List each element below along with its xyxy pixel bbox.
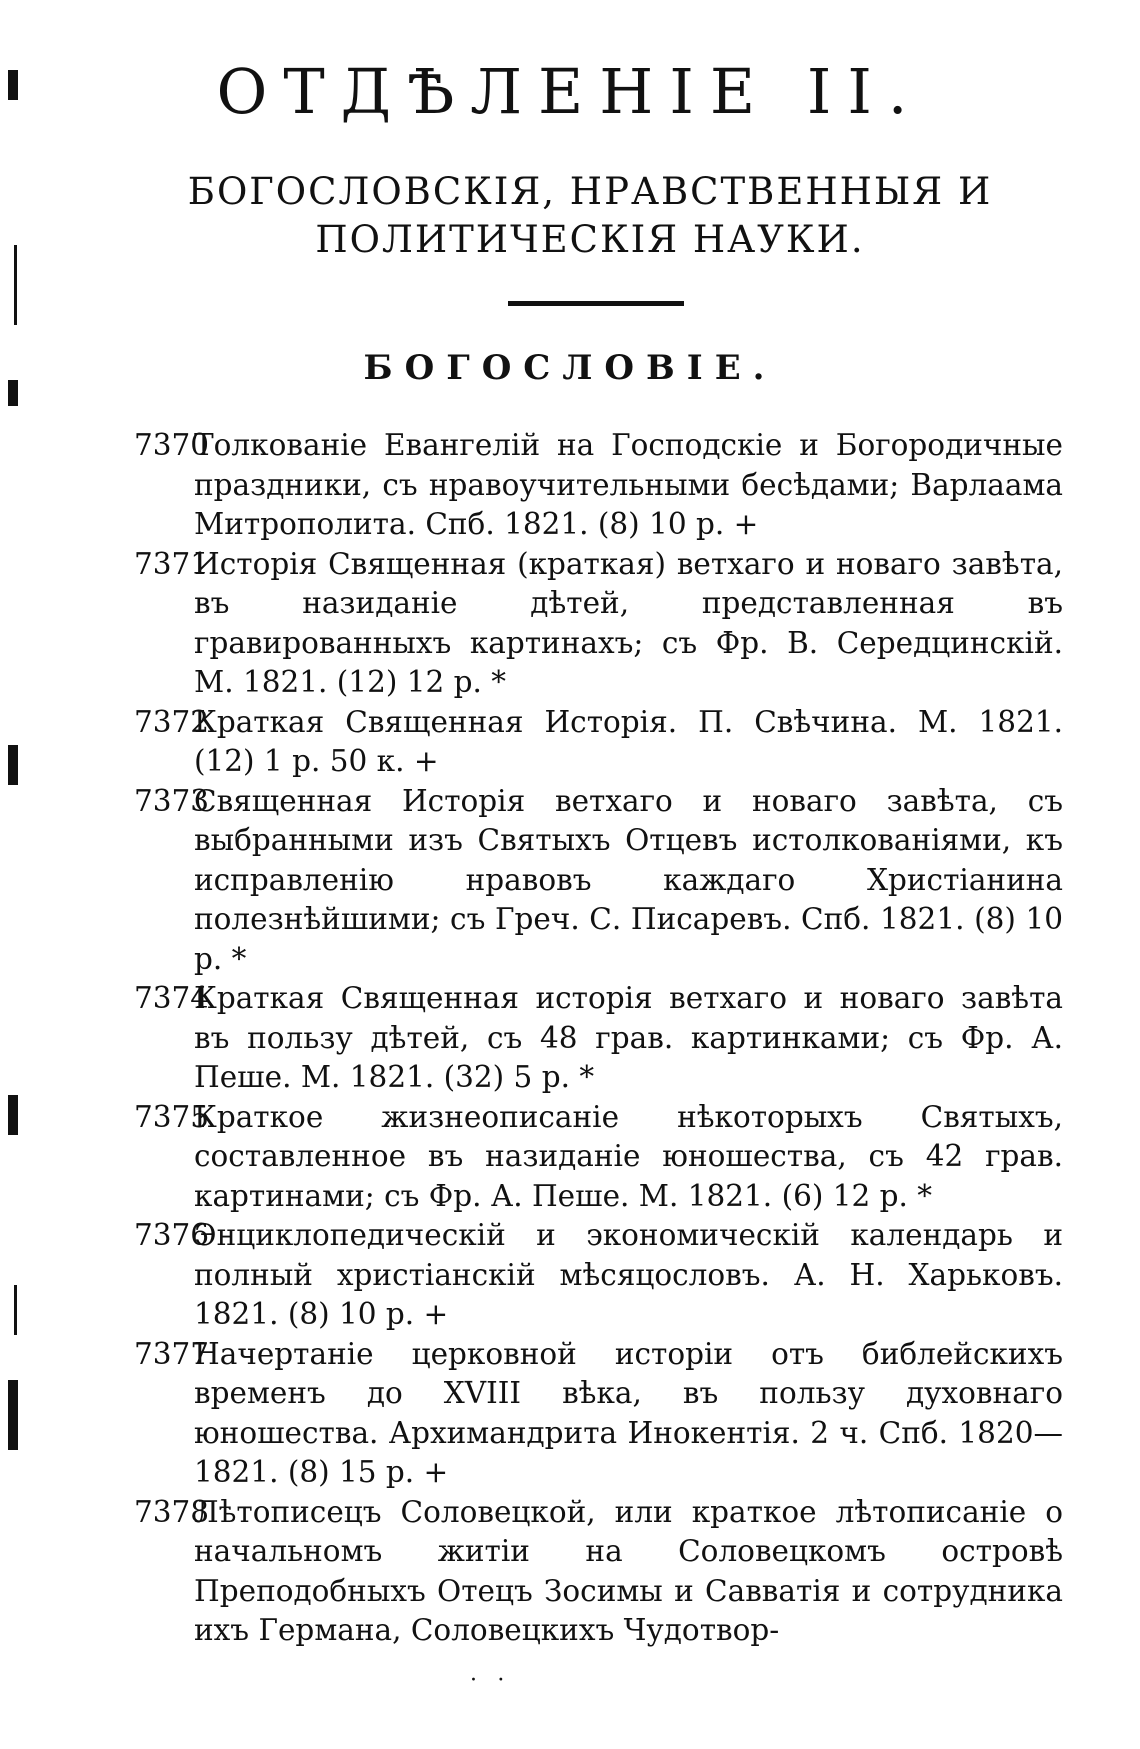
entry-number: 7372: [134, 704, 210, 739]
margin-mark: [8, 1380, 18, 1450]
scan-specks: · ·: [470, 1668, 513, 1693]
list-item: [134, 1098, 1063, 1217]
entry-number: 7370: [134, 428, 210, 462]
entry-number: 7374: [134, 981, 210, 1015]
margin-mark: [8, 1095, 18, 1135]
entry-text: Начертаніе церковной исторіи отъ библейскихъ временъ до XVIII вѣка, въ пользу духовнаго юношества. Архимандрита Инокентія. 2 ч. Спб. 1820—1821. (8) 15 р. +: [194, 1336, 1063, 1489]
subsection-title: БОГОСЛОВІЕ.: [363, 348, 777, 388]
list-item: [134, 426, 1063, 545]
section-subtitle: БОГОСЛОВСКІЯ, НРАВСТВЕННЫЯ И ПОЛИТИЧЕСКІЯ НАУКИ.: [187, 170, 993, 261]
entry-text: Священная Исторія ветхаго и новаго завѣта, съ выбранными изъ Святыхъ Отцевъ истолкованіями, къ исправленію нравовъ каждаго Христіанина полезнѣйшими; съ Греч. С. Писаревъ. Спб. 1821. (8) 10 р. *: [194, 783, 1063, 976]
section-title: ОТДѢЛЕНІЕ II.: [216, 55, 924, 128]
entry-text: Краткая Священная Исторія. П. Свѣчина. М. 1821. (12) 1 р. 50 к. +: [194, 704, 1063, 778]
section-divider: [508, 301, 684, 306]
bibliography-list: [134, 426, 1063, 1651]
entry-text: Толкованіе Евангелій на Господскіе и Богородичные праздники, съ нравоучительными бесѣдами; Варлаама Митрополита. Спб. 1821. (8) 10 р. +: [194, 428, 1063, 541]
entry-number: 7376: [134, 1218, 210, 1252]
entry-number: 7371: [134, 546, 210, 581]
list-item: [134, 1216, 1063, 1335]
entry-text: Краткая Священная исторія ветхаго и новаго завѣта въ пользу дѣтей, съ 48 грав. картинками; съ Фр. А. Пеше. М. 1821. (32) 5 р. *: [194, 981, 1063, 1094]
entry-number: 7373: [134, 783, 210, 818]
list-item: [134, 979, 1063, 1098]
entry-text: Энциклопедическій и экономическій календарь и полный христіанскій мѣсяцословъ. А. Н. Харьковъ. 1821. (8) 10 р. +: [194, 1218, 1063, 1331]
list-item: [134, 1493, 1063, 1651]
list-item: [134, 1335, 1063, 1493]
list-item: [134, 782, 1063, 980]
list-item: [134, 545, 1063, 703]
margin-mark: [14, 1285, 17, 1335]
entry-number: 7378: [134, 1494, 210, 1529]
entry-text: Исторія Священная (краткая) ветхаго и новаго завѣта, въ назиданіе дѣтей, представленная въ гравированныхъ картинахъ; съ Фр. В. Середцинскій. М. 1821. (12) 12 р. *: [194, 546, 1063, 699]
entry-text: Лѣтописецъ Соловецкой, или краткое лѣтописаніе о начальномъ житіи на Соловецкомъ островѣ Преподобныхъ Отецъ Зосимы и Савватія и сотрудника ихъ Германа, Соловецкихъ Чудотвор-: [194, 1494, 1063, 1647]
margin-mark: [8, 745, 18, 785]
entry-text: Краткое жизнеописаніе нѣкоторыхъ Святыхъ, составленное въ назиданіе юношества, съ 42 грав. картинами; съ Фр. А. Пеше. М. 1821. (6) 12 р. *: [194, 1099, 1063, 1213]
entry-number: 7375: [134, 1099, 210, 1134]
entry-number: 7377: [134, 1336, 210, 1371]
list-item: [134, 703, 1063, 782]
margin-mark: [14, 245, 17, 325]
